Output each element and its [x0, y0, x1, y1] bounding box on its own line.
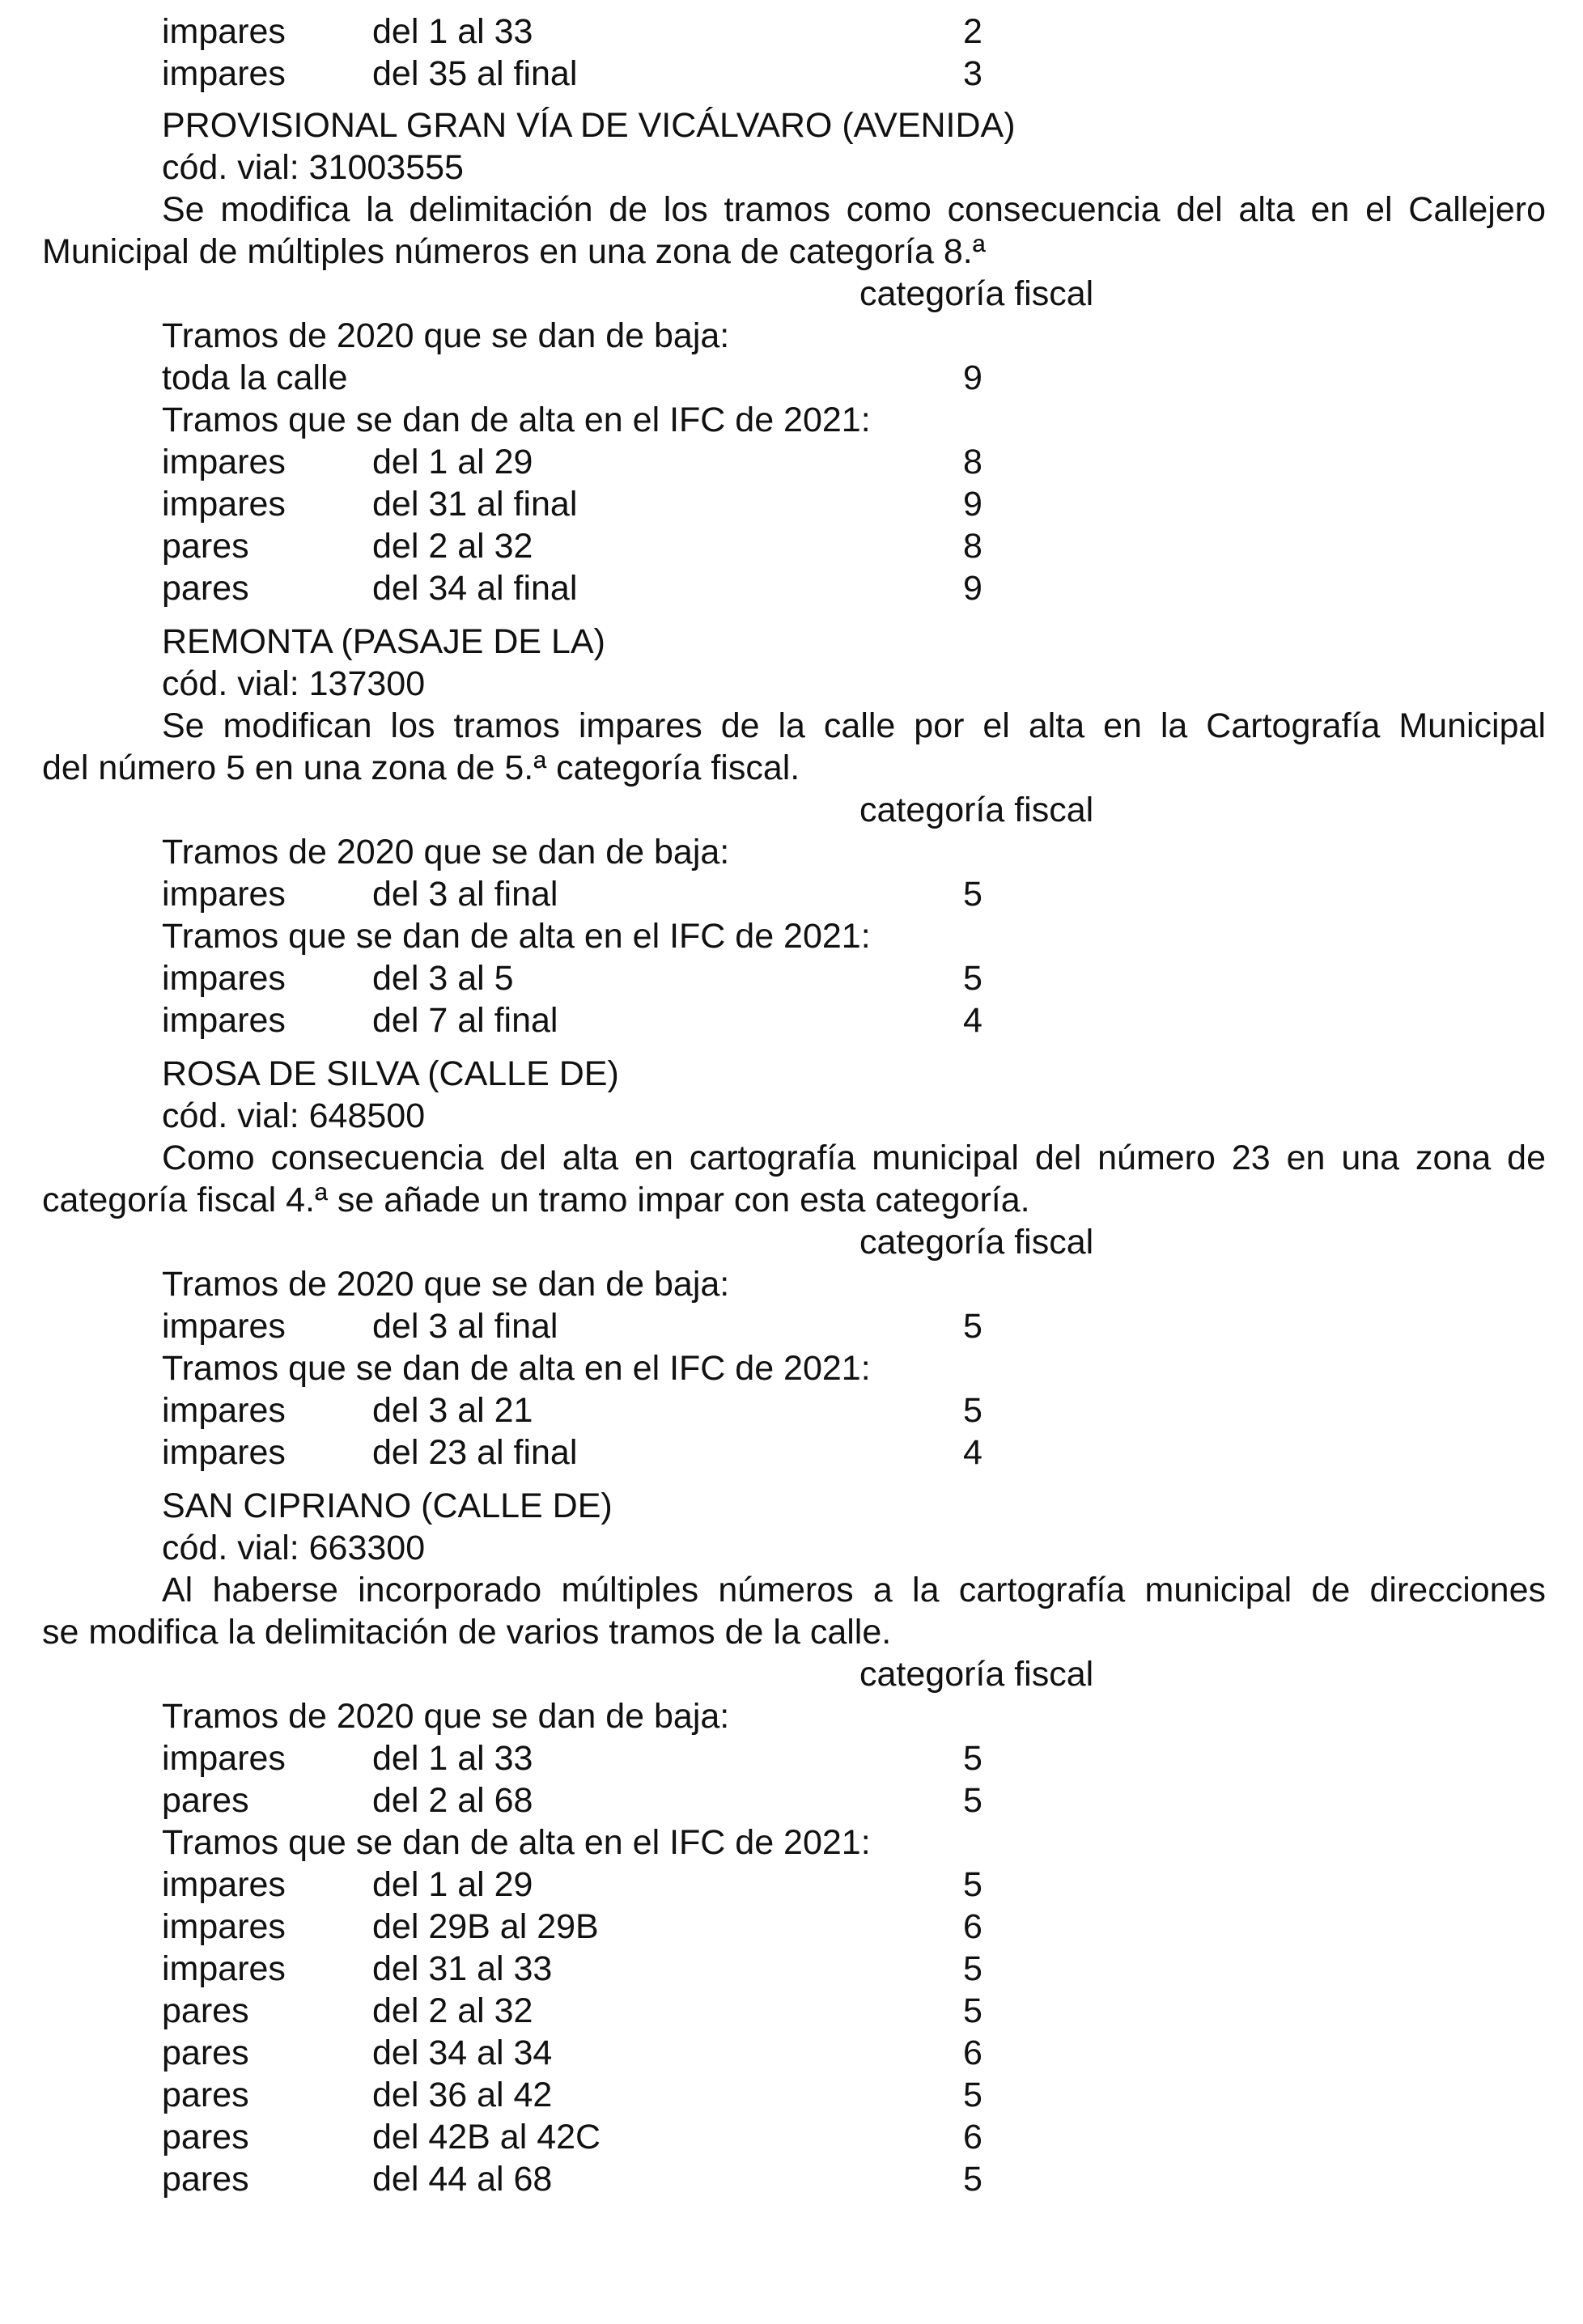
row-category: 8: [963, 527, 982, 566]
street-description-line: Se modifica la delimitación de los tramos como consecuencia del alta en el Callejero: [162, 190, 1546, 229]
street-description-line: Como consecuencia del alta en cartografía municipal del número 23 en una zona de: [162, 1139, 1546, 1177]
row-parity: impares: [162, 959, 286, 998]
row-parity: pares: [162, 569, 249, 608]
row-category: 5: [963, 875, 982, 914]
row-category: 5: [963, 2076, 982, 2114]
row-range: del 3 al final: [372, 875, 558, 914]
street-description-line: Municipal de múltiples números en una zona de categoría 8.ª: [42, 232, 986, 271]
row-range: del 34 al 34: [372, 2034, 553, 2072]
street-code: cód. vial: 648500: [162, 1096, 426, 1135]
row-category: 9: [963, 358, 982, 397]
row-category: 9: [963, 569, 982, 608]
street-description-line: se modifica la delimitación de varios tramos de la calle.: [42, 1613, 892, 1652]
row-parity: impares: [162, 1001, 286, 1040]
row-parity: pares: [162, 2118, 249, 2156]
row-category: 4: [963, 1001, 982, 1040]
row-parity: impares: [162, 1307, 286, 1346]
row-range: del 1 al 29: [372, 1865, 533, 1904]
alta-header: Tramos que se dan de alta en el IFC de 2021:: [162, 401, 871, 439]
baja-header: Tramos de 2020 que se dan de baja:: [162, 316, 730, 355]
street-description-line: Se modifican los tramos impares de la calle por el alta en la Cartografía Municipal: [162, 706, 1546, 745]
row-range: del 2 al 32: [372, 527, 533, 566]
row-range: del 34 al final: [372, 569, 578, 608]
row-parity: pares: [162, 2076, 249, 2114]
row-parity: impares: [162, 12, 286, 51]
row-category: 6: [963, 1907, 982, 1946]
row-parity: impares: [162, 875, 286, 914]
category-header: categoría fiscal: [859, 1223, 1094, 1262]
row-category: 5: [963, 959, 982, 998]
row-parity: pares: [162, 1991, 249, 2030]
row-parity: impares: [162, 443, 286, 481]
row-range: del 36 al 42: [372, 2076, 553, 2114]
row-range: del 29B al 29B: [372, 1907, 599, 1946]
row-parity: pares: [162, 2034, 249, 2072]
row-range: del 1 al 33: [372, 1739, 533, 1778]
street-code: cód. vial: 31003555: [162, 148, 464, 187]
row-category: 5: [963, 1391, 982, 1430]
category-header: categoría fiscal: [859, 274, 1094, 313]
row-parity: impares: [162, 1949, 286, 1988]
row-range: del 23 al final: [372, 1433, 578, 1472]
row-category: 4: [963, 1433, 982, 1472]
row-range: del 3 al 21: [372, 1391, 533, 1430]
row-range: del 3 al final: [372, 1307, 558, 1346]
street-title: ROSA DE SILVA (CALLE DE): [162, 1054, 619, 1093]
row-range: del 35 al final: [372, 54, 578, 93]
row-range: del 31 al 33: [372, 1949, 553, 1988]
row-category: 6: [963, 2118, 982, 2156]
row-category: 3: [963, 54, 982, 93]
row-category: 9: [963, 485, 982, 524]
row-range: del 44 al 68: [372, 2160, 553, 2199]
alta-header: Tramos que se dan de alta en el IFC de 2021:: [162, 917, 871, 956]
row-category: 5: [963, 1991, 982, 2030]
row-category: 8: [963, 443, 982, 481]
street-description-line: categoría fiscal 4.ª se añade un tramo impar con esta categoría.: [42, 1181, 1030, 1219]
row-category: 6: [963, 2034, 982, 2072]
alta-header: Tramos que se dan de alta en el IFC de 2021:: [162, 1349, 871, 1388]
row-category: 5: [963, 1739, 982, 1778]
row-range: del 42B al 42C: [372, 2118, 601, 2156]
street-description-line: del número 5 en una zona de 5.ª categoría fiscal.: [42, 749, 800, 787]
baja-header: Tramos de 2020 que se dan de baja:: [162, 833, 730, 872]
category-header: categoría fiscal: [859, 1655, 1094, 1694]
row-parity: impares: [162, 485, 286, 524]
row-range: del 1 al 33: [372, 12, 533, 51]
street-title: PROVISIONAL GRAN VÍA DE VICÁLVARO (AVENIDA): [162, 106, 1016, 145]
street-title: REMONTA (PASAJE DE LA): [162, 622, 605, 661]
row-parity: impares: [162, 1907, 286, 1946]
row-text: toda la calle: [162, 358, 348, 397]
row-parity: pares: [162, 1781, 249, 1820]
category-header: categoría fiscal: [859, 791, 1094, 829]
row-parity: impares: [162, 1391, 286, 1430]
street-code: cód. vial: 663300: [162, 1529, 426, 1567]
alta-header: Tramos que se dan de alta en el IFC de 2021:: [162, 1823, 871, 1862]
row-range: del 7 al final: [372, 1001, 558, 1040]
row-parity: pares: [162, 2160, 249, 2199]
row-category: 5: [963, 1781, 982, 1820]
street-code: cód. vial: 137300: [162, 664, 426, 703]
row-category: 5: [963, 1307, 982, 1346]
street-title: SAN CIPRIANO (CALLE DE): [162, 1486, 613, 1525]
row-range: del 1 al 29: [372, 443, 533, 481]
row-category: 2: [963, 12, 982, 51]
row-category: 5: [963, 2160, 982, 2199]
row-parity: pares: [162, 527, 249, 566]
baja-header: Tramos de 2020 que se dan de baja:: [162, 1265, 730, 1304]
row-parity: impares: [162, 1739, 286, 1778]
row-parity: impares: [162, 54, 286, 93]
row-range: del 2 al 68: [372, 1781, 533, 1820]
row-category: 5: [963, 1949, 982, 1988]
row-parity: impares: [162, 1433, 286, 1472]
row-category: 5: [963, 1865, 982, 1904]
row-parity: impares: [162, 1865, 286, 1904]
row-range: del 3 al 5: [372, 959, 514, 998]
row-range: del 2 al 32: [372, 1991, 533, 2030]
row-range: del 31 al final: [372, 485, 578, 524]
street-description-line: Al haberse incorporado múltiples números a la cartografía municipal de direcciones: [162, 1571, 1546, 1609]
baja-header: Tramos de 2020 que se dan de baja:: [162, 1697, 730, 1736]
